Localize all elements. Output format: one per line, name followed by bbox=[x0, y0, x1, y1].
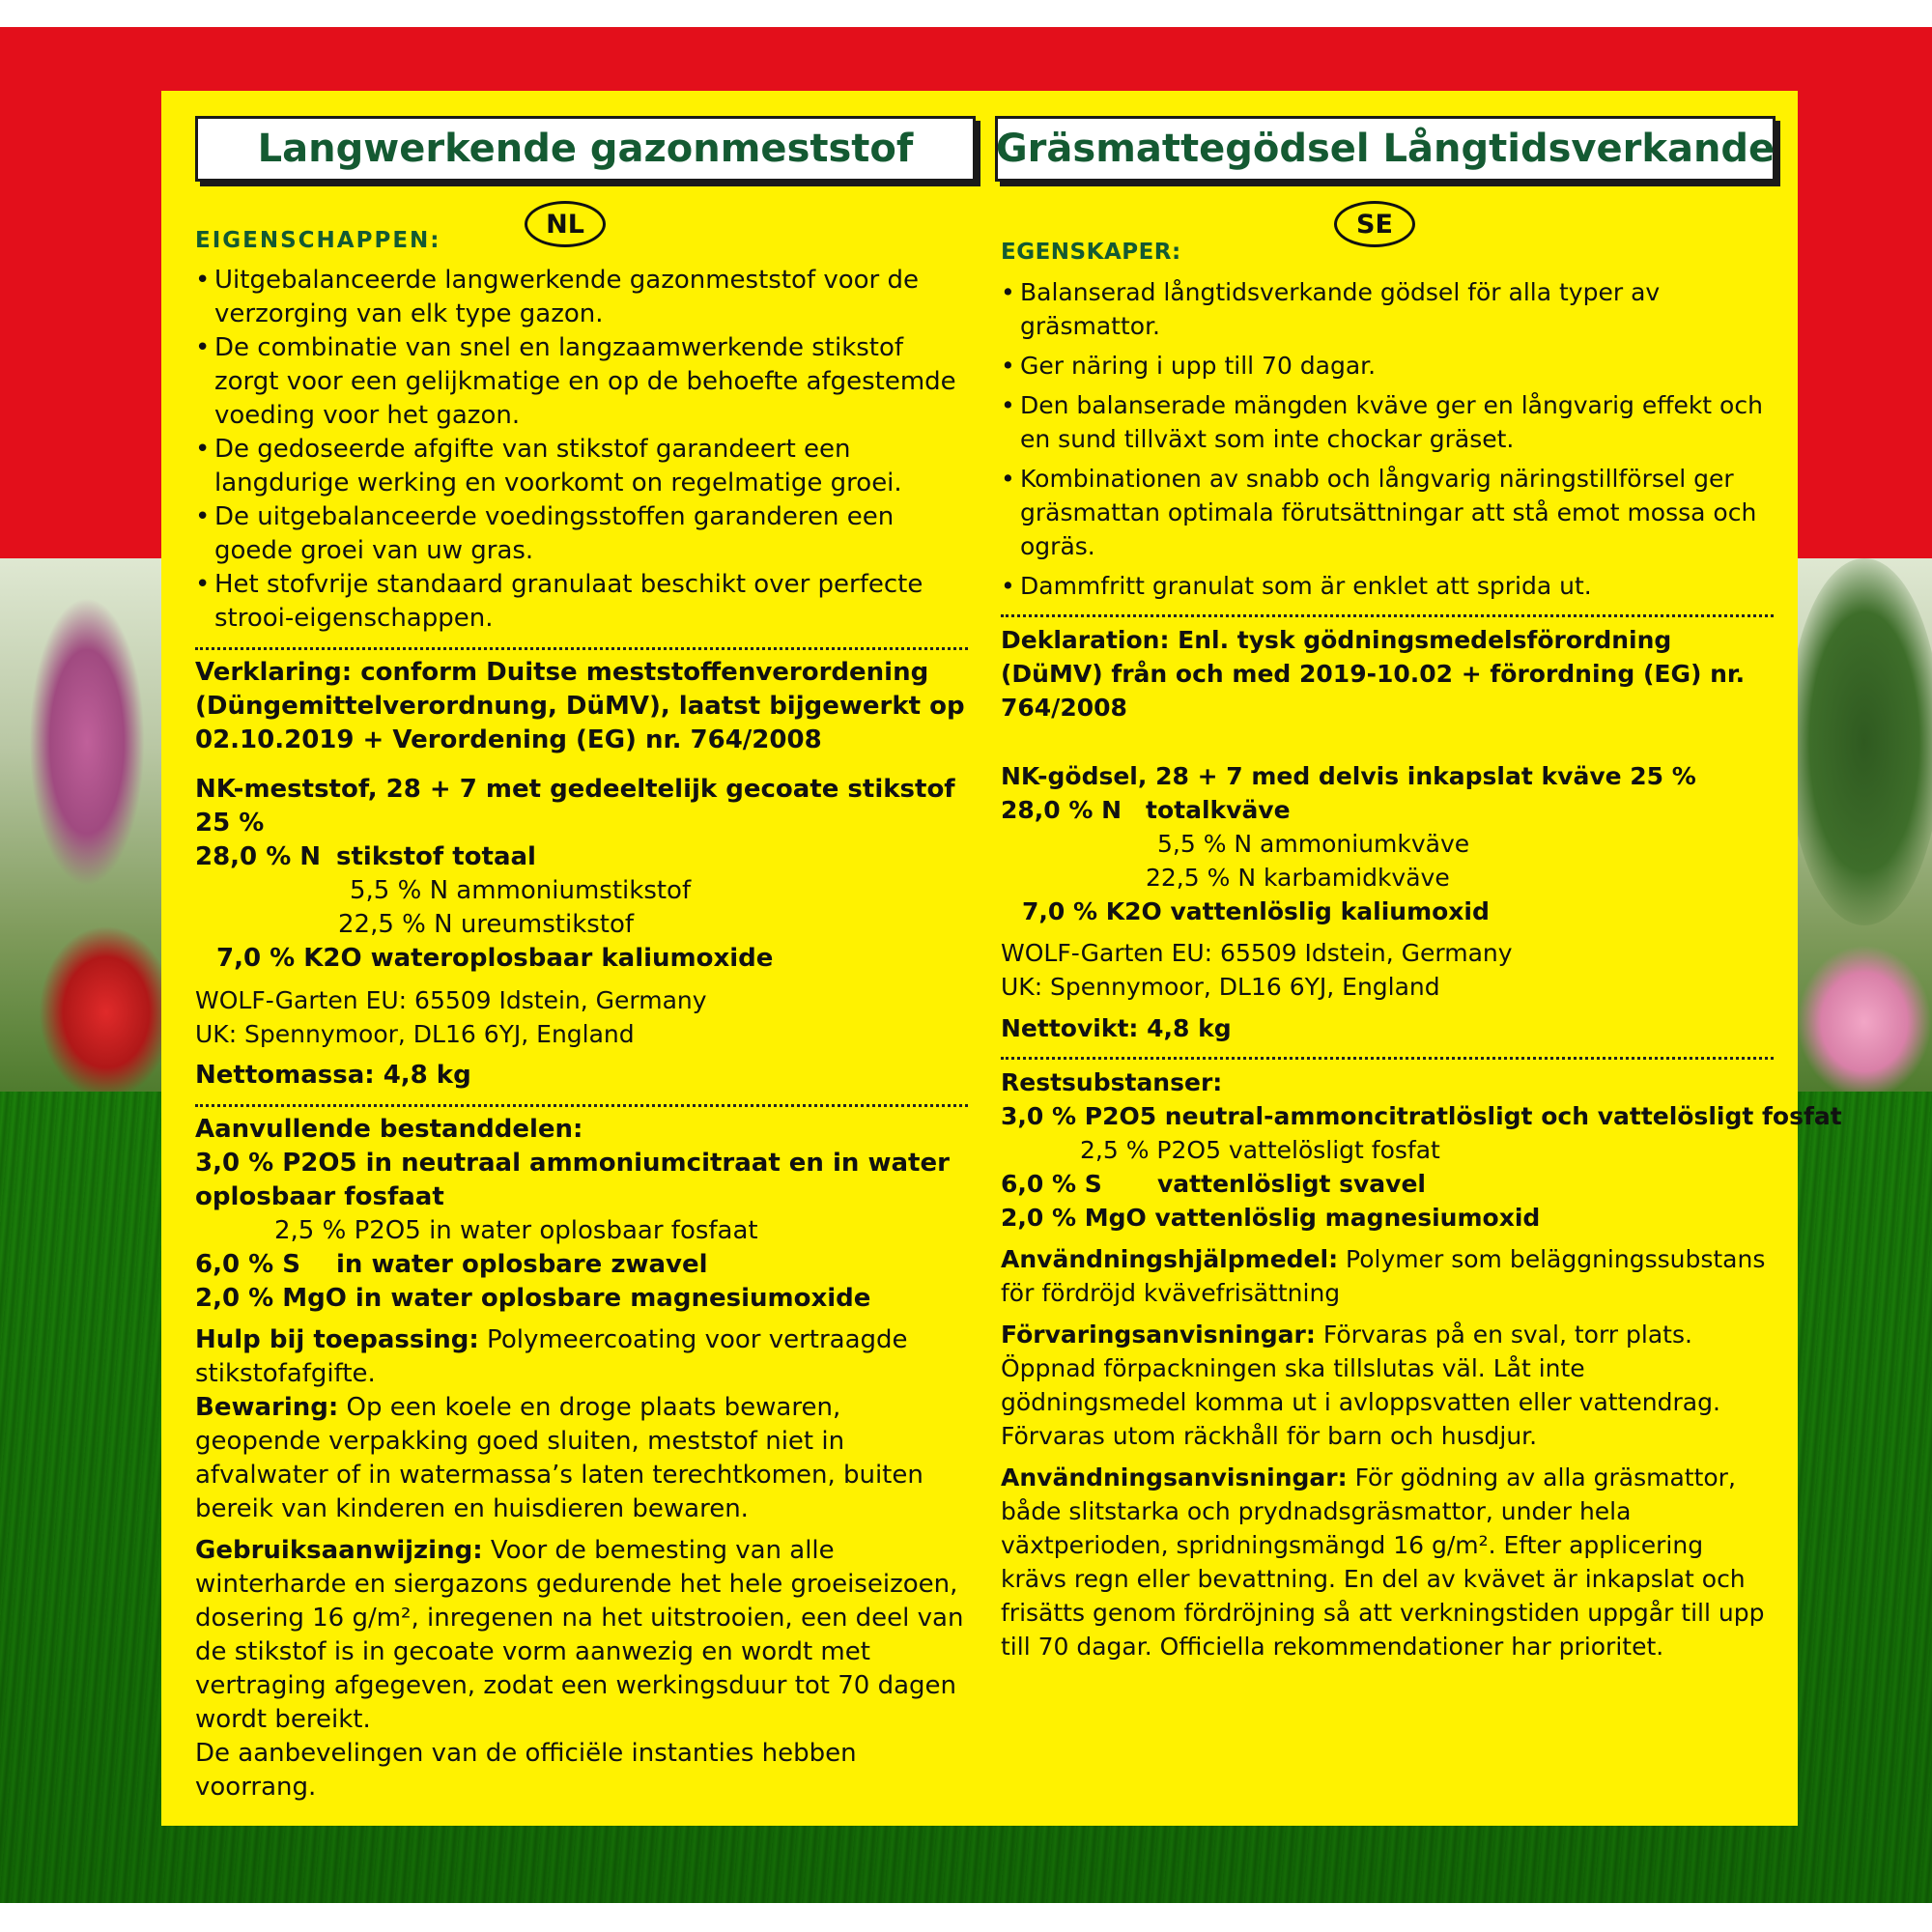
title-se: Gräsmattegödsel Långtidsverkande bbox=[995, 127, 1776, 171]
dotted-divider bbox=[195, 1104, 968, 1107]
nitrogen-total-label: totalkväve bbox=[1146, 796, 1291, 824]
list-item: • De uitgebalanceerde voedingsstoffen garanderen een goede groei van uw gras. bbox=[195, 500, 968, 568]
declaration-se: Deklaration: Enl. tysk gödningsmedelsförordning (DüMV) från och med 2019-10.02 + förordning (EG) nr. 764/2008 bbox=[1001, 626, 1746, 722]
list-item: • Het stofvrije standaard granulaat beschikt over perfecte strooi-eigenschappen. bbox=[195, 568, 968, 636]
potassium-oxide-nl: 7,0 % K2O wateroplosbaar kaliumoxide bbox=[216, 944, 774, 973]
product-type-se: NK-gödsel, 28 + 7 med delvis inkapslat kväve 25 % bbox=[1001, 762, 1696, 790]
list-item: • Ger näring i upp till 70 dagar. bbox=[1001, 349, 1774, 383]
usage-nl: Gebruiksaanwijzing: Voor de bemesting van alle winterharde en siergazons gedurende het hele groeiseizoen, dosering 16 g/m², inregenen na het uitstrooien, een deel van de stikstof is in gecoate vorm aanwezig en wordt met vertraging afgegeven, zodat een werkingsduur tot 70 dagen wordt bereikt. bbox=[195, 1536, 964, 1734]
flower-cluster bbox=[29, 597, 145, 887]
list-item: • Dammfritt granulat som är enklet att sprida ut. bbox=[1001, 569, 1774, 603]
sulfur-label: in water oplosbare zwavel bbox=[336, 1250, 708, 1279]
phosphate-water-se: 2,5 % P2O5 vattelösligt fosfat bbox=[1080, 1136, 1440, 1164]
language-badge-se: SE bbox=[1334, 201, 1415, 247]
bottom-margin bbox=[0, 1905, 1932, 1932]
title-nl: Langwerkende gazonmeststof bbox=[257, 127, 914, 171]
flower-cluster bbox=[39, 925, 174, 1099]
additional-heading-nl: Aanvullende bestanddelen: bbox=[195, 1115, 583, 1144]
properties-list-nl bbox=[195, 264, 968, 636]
usage-se: Användningsanvisningar: För gödning av alla gräsmattor, både slitstarka och prydnadsgräsmattor, under hela växtperioden, spridningsmängd 16 g/m². Efter applicering krävs regn eller bevattning. En del av kvävet är inkapslat och frisätts genom fördröjning så att verkningstiden uppgår till upp till 70 dagar. Officiella rekommendationer har prioritet. bbox=[1001, 1463, 1765, 1661]
nitrogen-total-label: stikstof totaal bbox=[336, 842, 536, 871]
title-box-se bbox=[995, 116, 1776, 182]
language-badge-nl: NL bbox=[525, 201, 606, 247]
storage-nl: Bewaring: Op een koele en droge plaats bewaren, geopende verpakking goed sluiten, meststof niet in afvalwater of in watermassa’s laten terechtkomen, buiten bereik van kinderen en huisdieren bewaren. bbox=[195, 1393, 923, 1523]
sulfur-value: 6,0 % S bbox=[1001, 1170, 1102, 1198]
dotted-divider bbox=[195, 647, 968, 650]
urea-nitrogen-se: 22,5 % N karbamidkväve bbox=[1146, 864, 1450, 892]
address-uk-nl: UK: Spennymoor, DL16 6YJ, England bbox=[195, 1020, 635, 1048]
address-eu-nl: WOLF-Garten EU: 65509 Idstein, Germany bbox=[195, 986, 707, 1014]
column-nl bbox=[195, 224, 968, 1804]
sulfur-row-se bbox=[1001, 1167, 1774, 1201]
phosphate-nl: 3,0 % P2O5 in neutraal ammoniumcitraat en in water oplosbaar fosfaat bbox=[195, 1149, 950, 1211]
address-eu-se: WOLF-Garten EU: 65509 Idstein, Germany bbox=[1001, 939, 1513, 967]
list-item: • Den balanserade mängden kväve ger en långvarig effekt och en sund tillväxt som inte chockar gräset. bbox=[1001, 388, 1774, 456]
net-mass-nl: Nettomassa: 4,8 kg bbox=[195, 1061, 471, 1090]
application-aid-nl: Hulp bij toepassing: Polymeercoating voor vertraagde stikstofafgifte. bbox=[195, 1325, 908, 1388]
urea-nitrogen-nl: 22,5 % N ureumstikstof bbox=[338, 910, 635, 939]
phosphate-water-nl: 2,5 % P2O5 in water oplosbaar fosfaat bbox=[274, 1216, 758, 1245]
storage-se: Förvaringsanvisningar: Förvaras på en sval, torr plats. Öppnad förpackningen ska tillslutas väl. Låt inte gödningsmedel komma ut i avloppsvatten eller vattendrag. Förvaras utom räckhåll för barn och husdjur. bbox=[1001, 1321, 1720, 1450]
list-item: • De gedoseerde afgifte van stikstof garandeert een langdurige werking en voorkomt on regelmatige groei. bbox=[195, 433, 968, 500]
ammonium-nitrogen-nl: 5,5 % N ammoniumstikstof bbox=[350, 876, 692, 905]
dotted-divider bbox=[1001, 614, 1774, 617]
potassium-oxide-se: 7,0 % K2O vattenlöslig kaliumoxid bbox=[1022, 897, 1490, 925]
usage-note-nl: De aanbevelingen van de officiële instanties hebben voorrang. bbox=[195, 1739, 857, 1802]
magnesium-oxide-nl: 2,0 % MgO in water oplosbare magnesiumoxide bbox=[195, 1284, 871, 1313]
properties-heading-se: EGENSKAPER: bbox=[1001, 240, 1181, 265]
nitrogen-total-value: 28,0 % N bbox=[1001, 796, 1122, 824]
flower-cluster bbox=[1797, 945, 1932, 1099]
phosphate-se: 3,0 % P2O5 neutral-ammoncitratlösligt och vattelösligt fosfat bbox=[1001, 1102, 1842, 1130]
ammonium-nitrogen-se: 5,5 % N ammoniumkväve bbox=[1157, 830, 1470, 858]
nitrogen-total-row-se bbox=[1001, 793, 1774, 827]
list-item: • Kombinationen av snabb och långvarig näringstillförsel ger gräsmattan optimala förutsättningar att stå emot mossa och ogräs. bbox=[1001, 462, 1774, 563]
foliage bbox=[1787, 558, 1932, 925]
nitrogen-total-row-nl bbox=[195, 840, 968, 874]
list-item: • Balanserad långtidsverkande gödsel för alla typer av gräsmattor. bbox=[1001, 275, 1774, 343]
list-item: • De combinatie van snel en langzaamwerkende stikstof zorgt voor een gelijkmatige en op de behoefte afgestemde voeding voor het gazon. bbox=[195, 331, 968, 433]
properties-list-se bbox=[1001, 275, 1774, 603]
application-aid-se: Användningshjälpmedel: Polymer som beläggningssubstans för fördröjd kvävefrisättning bbox=[1001, 1245, 1766, 1307]
properties-heading-nl: EIGENSCHAPPEN: bbox=[195, 228, 441, 253]
sulfur-row-nl bbox=[195, 1248, 968, 1282]
residual-heading-se: Restsubstanser: bbox=[1001, 1068, 1223, 1096]
product-type-nl: NK-meststof, 28 + 7 met gedeeltelijk gecoate stikstof 25 % bbox=[195, 775, 955, 838]
sulfur-value: 6,0 % S bbox=[195, 1250, 300, 1279]
net-weight-se: Nettovikt: 4,8 kg bbox=[1001, 1014, 1232, 1042]
list-item: • Uitgebalanceerde langwerkende gazonmeststof voor de verzorging van elk type gazon. bbox=[195, 264, 968, 331]
title-box-nl bbox=[195, 116, 976, 182]
nitrogen-total-value: 28,0 % N bbox=[195, 842, 322, 871]
sulfur-label: vattenlösligt svavel bbox=[1157, 1170, 1427, 1198]
column-se bbox=[1001, 236, 1842, 1663]
magnesium-oxide-se: 2,0 % MgO vattenlöslig magnesiumoxid bbox=[1001, 1204, 1541, 1232]
declaration-nl: Verklaring: conform Duitse meststoffenverordening (Düngemittelverordnung, DüMV), laatst bijgewerkt op 02.10.2019 + Verordening (EG) nr. 764/2008 bbox=[195, 658, 965, 754]
dotted-divider bbox=[1001, 1057, 1774, 1060]
address-uk-se: UK: Spennymoor, DL16 6YJ, England bbox=[1001, 973, 1440, 1001]
